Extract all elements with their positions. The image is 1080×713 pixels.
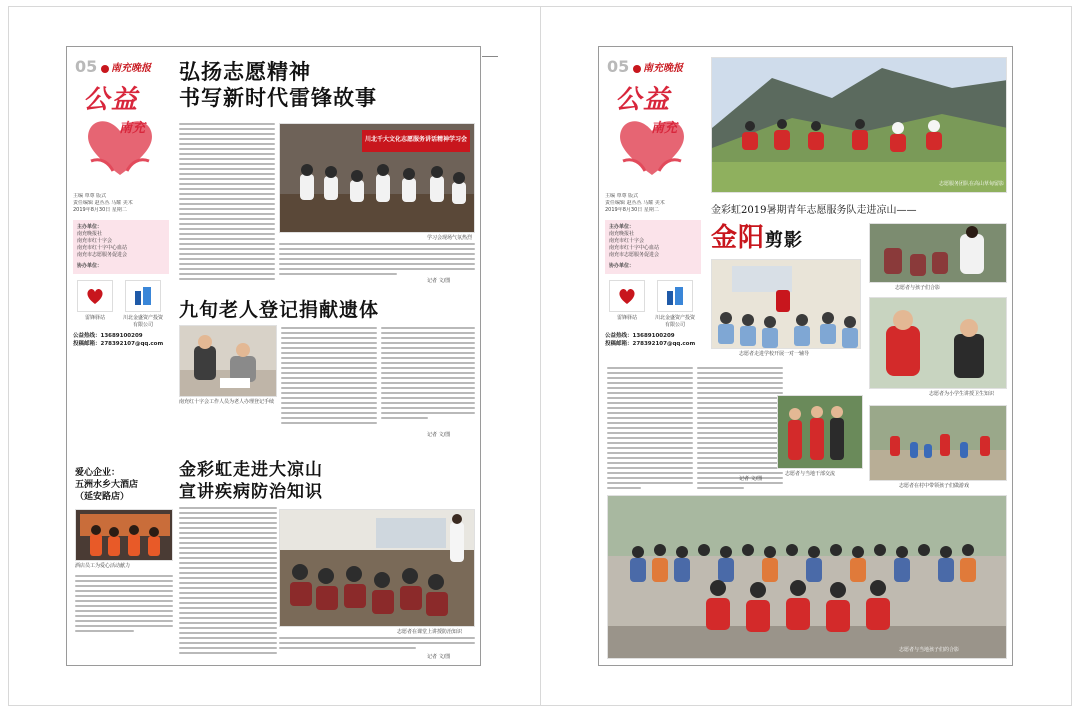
meta-line: 主编 覃尊 版式 — [73, 193, 107, 199]
sidebar — [73, 77, 169, 348]
partner — [73, 280, 117, 328]
side-meta — [605, 193, 701, 214]
headline-black: 剪影 — [765, 230, 804, 251]
masthead-icon — [101, 65, 109, 73]
story2-text-a — [281, 327, 377, 427]
caption-c2: 志愿者与孩子们合影 — [895, 285, 941, 291]
right-byline: 记者 文/图 — [739, 476, 763, 482]
logo-main: 公益 — [83, 85, 140, 115]
headline-line: 弘扬志愿精神 — [179, 59, 311, 84]
hotline: 公益热线：13689100209 — [605, 333, 675, 339]
meta-line: 责任编辑 赵丛丛 马耀 美术 — [73, 200, 133, 206]
organizers-box — [73, 220, 169, 274]
headline-line: 宣讲疾病防治知识 — [179, 482, 323, 502]
masthead — [633, 59, 683, 74]
charity-logo — [73, 77, 169, 189]
sponsor-text — [75, 575, 173, 635]
story1-headline — [179, 59, 377, 111]
sponsor-label: 爱心企业： — [75, 468, 121, 478]
right-text-a — [607, 367, 693, 492]
partner-name: 雷锋驿站 — [616, 315, 637, 321]
headline-line: 金彩虹走进大凉山 — [179, 460, 323, 480]
photo-banner-text: 川北千大文化志愿服务讲话精神学习会 — [364, 136, 467, 143]
organizers-title: 主办单位： — [77, 224, 103, 230]
sponsor-photo — [75, 509, 173, 561]
story3-text-b — [279, 637, 475, 652]
photo-c5 — [869, 405, 1007, 481]
hero-caption: 志愿服务团队在高山草甸留影 — [939, 181, 1005, 187]
masthead — [101, 59, 151, 74]
photo-c3 — [869, 297, 1007, 389]
co-organizers-title: 协办单位： — [609, 263, 635, 269]
organizer-line: 南充市志愿服务促进会 — [609, 252, 660, 258]
caption-c5: 志愿者在村中带领孩子们做游戏 — [899, 483, 970, 489]
story3-headline — [179, 459, 323, 503]
story2-byline: 记者 文/图 — [427, 432, 451, 438]
meta-line: 2019年8月30日 星期二 — [605, 207, 659, 213]
partner — [121, 280, 165, 328]
left-page — [66, 46, 481, 666]
right-text-b — [697, 367, 783, 492]
organizer-line: 南充晚报社 — [77, 231, 103, 237]
organizer-line: 南充市志愿服务促进会 — [77, 252, 128, 258]
partner-logos — [605, 280, 701, 328]
logo-sub: 南充 — [119, 121, 146, 136]
caption-c3: 志愿者为小学生讲授卫生知识 — [929, 391, 995, 397]
sponsor-branch: （延安路店） — [75, 492, 130, 502]
partner-name: 雷锋驿站 — [84, 315, 105, 321]
meta-line: 主编 覃尊 版式 — [605, 193, 639, 199]
sponsor-block — [75, 467, 138, 503]
meta-line: 2019年8月30日 星期二 — [73, 207, 127, 213]
masthead-icon — [633, 65, 641, 73]
organizer-line: 南充市红十字会 — [609, 238, 645, 244]
group-caption: 志愿者与当地孩子们的合影 — [899, 647, 960, 653]
organizer-line: 南充市红十字中心血站 — [77, 245, 128, 251]
organizers-box — [605, 220, 701, 274]
photo-c4 — [777, 395, 863, 469]
co-organizers-title: 协办单位： — [77, 263, 103, 269]
story3-byline: 记者 文/图 — [427, 654, 451, 660]
building-logo-icon — [657, 280, 693, 312]
sidebar — [605, 77, 701, 348]
headline-red: 金阳 — [711, 223, 766, 253]
story3-photo — [279, 509, 475, 627]
sponsor-caption: 酒店员工为爱心活动献力 — [75, 563, 131, 569]
page-number: 05 — [607, 57, 630, 76]
heart-logo-icon — [77, 280, 113, 312]
heart-logo-icon — [609, 280, 645, 312]
submission-email: 投稿邮箱：278392107@qq.com — [605, 341, 696, 347]
side-meta — [73, 193, 169, 214]
masthead-text: 南充晚报 — [643, 63, 683, 74]
building-logo-icon — [125, 280, 161, 312]
right-headline — [711, 217, 803, 254]
page-number: 05 — [75, 57, 98, 76]
caption-c4: 志愿者与当地干部交流 — [785, 471, 836, 477]
right-page — [598, 46, 1013, 666]
story1-text-2 — [279, 243, 475, 278]
partner-logos — [73, 280, 169, 328]
contact-info — [605, 332, 701, 348]
organizer-line: 南充晚报社 — [609, 231, 635, 237]
group-photo — [607, 495, 1007, 659]
logo-sub: 南充 — [651, 121, 678, 136]
photo-c2 — [869, 223, 1007, 283]
story2-photo — [179, 325, 277, 397]
partner — [653, 280, 697, 328]
partner-name: 川北金盛资产投资有限公司 — [122, 315, 163, 328]
meta-line: 责任编辑 赵丛丛 马耀 美术 — [605, 200, 665, 206]
story2-headline: 九旬老人登记捐献遗体 — [179, 299, 380, 321]
spread-divider — [540, 6, 541, 706]
charity-logo — [605, 77, 701, 189]
story2-caption: 南充红十字会工作人员为老人办理登记手续 — [179, 399, 275, 405]
story3-text-a — [179, 507, 277, 657]
masthead-text: 南充晚报 — [111, 63, 151, 74]
crop-mark — [482, 56, 498, 57]
headline-line: 书写新时代雷锋故事 — [179, 85, 377, 110]
photo-c1 — [711, 259, 861, 349]
story1-caption: 学习会现场气氛热烈 — [427, 235, 473, 241]
right-kicker: 金彩虹2019暑期青年志愿服务队走进凉山—— — [711, 205, 917, 216]
story1-photo — [279, 123, 475, 233]
story3-caption: 志愿者在课堂上讲授防治知识 — [397, 629, 463, 635]
organizers-title: 主办单位： — [609, 224, 635, 230]
hero-photo — [711, 57, 1007, 193]
story1-text — [179, 123, 275, 283]
hotline: 公益热线：13689100209 — [73, 333, 143, 339]
organizer-line: 南充市红十字会 — [77, 238, 113, 244]
story1-byline: 记者 文/图 — [427, 278, 451, 284]
partner — [605, 280, 649, 328]
submission-email: 投稿邮箱：278392107@qq.com — [73, 341, 164, 347]
organizer-line: 南充市红十字中心血站 — [609, 245, 660, 251]
logo-main: 公益 — [615, 85, 672, 115]
contact-info — [73, 332, 169, 348]
story2-text-b — [381, 327, 475, 422]
partner-name: 川北金盛资产投资有限公司 — [654, 315, 695, 328]
caption-c1: 志愿者走进学校开展一对一辅导 — [739, 351, 810, 357]
sponsor-name: 五洲水乡大酒店 — [75, 480, 139, 490]
